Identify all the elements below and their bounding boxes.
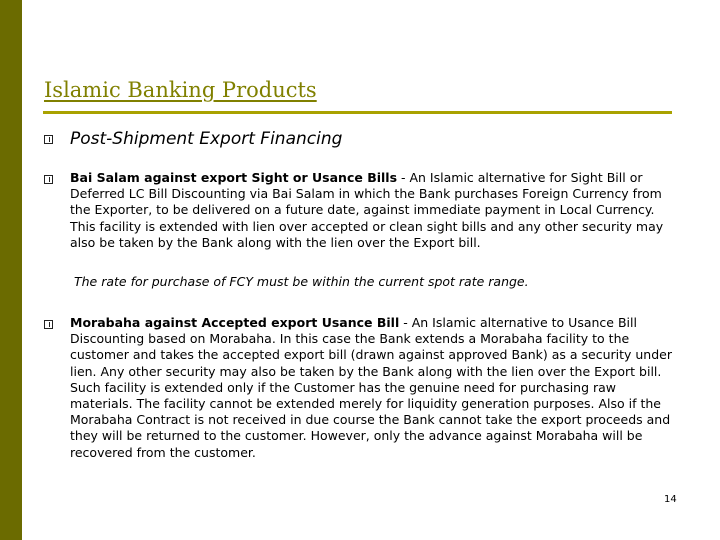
title-divider xyxy=(43,111,672,114)
slide-title: Islamic Banking Products xyxy=(44,78,317,102)
square-bullet-icon xyxy=(44,175,53,184)
bai-salam-paragraph xyxy=(70,170,682,251)
morabaha-text: - An Islamic alternative to Usance Bill Discounting based on Morabaha. In this case the Bank extends a Morabaha facility to the customer and takes the accepted export bill (drawn against approved Bank) as a security under lien. Any other security may also be taken by the Bank along with the lien over the Export bill. Such facility is extended only if the Customer has the genuine need for purchasing raw materials. The facility cannot be extended merely for liquidity generation purposes. Also if the Morabaha Contract is not received in due course the Bank cannot take the export proceeds and they will be returned to the customer. However, only the advance against Morabaha will be recovered from the customer. xyxy=(70,315,672,460)
left-accent-bar xyxy=(0,0,22,540)
morabaha-paragraph xyxy=(70,315,682,461)
rate-note: The rate for purchase of FCY must be within the current spot rate range. xyxy=(74,274,529,289)
section-heading: Post-Shipment Export Financing xyxy=(70,129,343,149)
bai-salam-heading: Bai Salam against export Sight or Usance Bills xyxy=(70,170,398,185)
square-bullet-icon xyxy=(44,135,53,144)
morabaha-heading: Morabaha against Accepted export Usance Bill xyxy=(70,315,400,330)
page-number: 14 xyxy=(664,494,677,505)
bai-salam-text: - An Islamic alternative for Sight Bill or Deferred LC Bill Discounting via Bai Salam in which the Bank purchases Foreign Currency from the Exporter, to be delivered on a future date, against immediate payment in Local Currency. This facility is extended with lien over accepted or clean sight bills and any other security may also be taken by the Bank along with the lien over the Export bill. xyxy=(70,170,664,250)
square-bullet-icon xyxy=(44,320,53,329)
